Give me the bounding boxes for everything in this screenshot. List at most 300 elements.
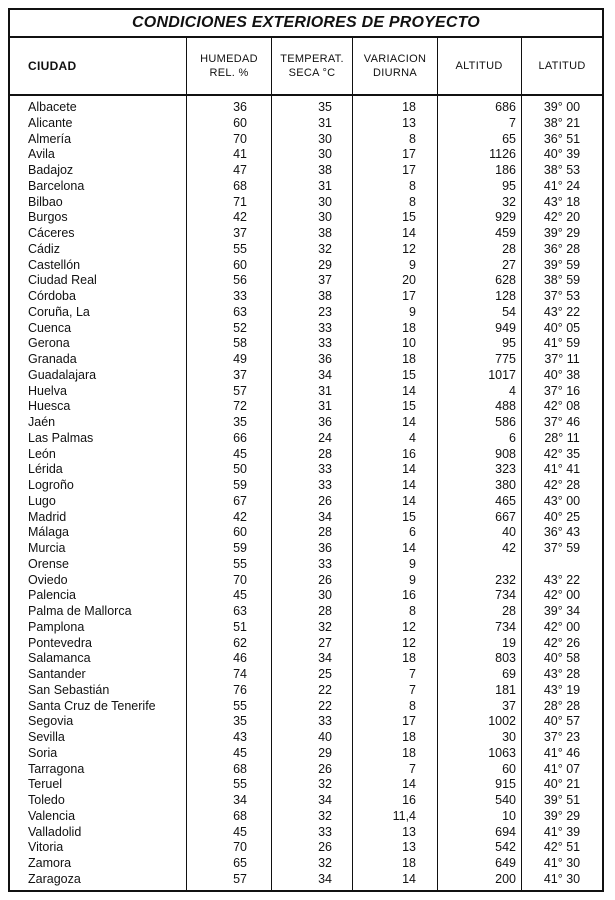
table-title: CONDICIONES EXTERIORES DE PROYECTO xyxy=(10,10,602,38)
cell-temperature: 32 xyxy=(318,808,332,823)
cell-variation: 4 xyxy=(409,430,416,445)
cell-city: Castellón xyxy=(28,257,81,272)
cell-altitude: 200 xyxy=(495,871,516,886)
cell-city: Barcelona xyxy=(28,178,85,193)
table-row xyxy=(10,494,602,510)
table-row xyxy=(10,132,602,148)
cell-variation: 15 xyxy=(402,509,416,524)
cell-variation: 17 xyxy=(402,714,416,729)
cell-altitude: 1017 xyxy=(488,367,516,382)
cell-temperature: 26 xyxy=(318,493,332,508)
cell-variation: 15 xyxy=(402,210,416,225)
cell-city: Toledo xyxy=(28,793,65,807)
cell-variation: 10 xyxy=(402,336,416,351)
cell-latitude: 42° 51 xyxy=(543,840,581,855)
cell-latitude: 39° 59 xyxy=(543,257,581,272)
cell-humidity: 42 xyxy=(233,509,247,524)
table-row xyxy=(10,714,602,730)
cell-humidity: 45 xyxy=(233,446,247,461)
cell-variation: 14 xyxy=(402,415,416,429)
cell-altitude: 542 xyxy=(495,840,516,855)
cell-latitude: 42° 00 xyxy=(543,619,581,634)
cell-altitude: 1063 xyxy=(488,745,516,760)
cell-temperature: 38 xyxy=(318,289,332,303)
cell-variation: 8 xyxy=(409,698,416,713)
cell-variation: 14 xyxy=(402,541,416,555)
cell-altitude: 803 xyxy=(495,651,516,666)
cell-altitude: 19 xyxy=(502,635,516,650)
header-altitude: ALTITUD xyxy=(455,60,503,72)
cell-temperature: 26 xyxy=(318,572,332,587)
cell-altitude: 586 xyxy=(495,415,516,429)
cell-city: Palencia xyxy=(28,588,76,603)
cell-altitude: 65 xyxy=(502,131,516,146)
table-row xyxy=(10,415,602,431)
table-row xyxy=(10,210,602,226)
cell-altitude: 4 xyxy=(509,383,516,398)
cell-humidity: 68 xyxy=(233,761,247,776)
cell-temperature: 33 xyxy=(318,478,332,492)
table-row xyxy=(10,620,602,636)
cell-latitude: 40° 39 xyxy=(543,147,581,162)
cell-latitude: 40° 57 xyxy=(543,714,581,729)
cell-humidity: 60 xyxy=(233,115,247,130)
table-row xyxy=(10,636,602,652)
cell-latitude: 37° 11 xyxy=(544,352,580,366)
cell-altitude: 649 xyxy=(495,856,516,870)
cell-temperature: 33 xyxy=(318,320,332,335)
table-row xyxy=(10,840,602,856)
cell-city: Zaragoza xyxy=(28,871,81,886)
table-row xyxy=(10,384,602,400)
cell-city: Málaga xyxy=(28,525,69,540)
cell-latitude: 42° 26 xyxy=(543,635,581,650)
cell-altitude: 628 xyxy=(495,273,516,288)
cell-temperature: 33 xyxy=(318,336,332,351)
table-row xyxy=(10,195,602,211)
cell-temperature: 34 xyxy=(318,367,332,382)
cell-humidity: 33 xyxy=(233,289,247,303)
cell-altitude: 1126 xyxy=(489,147,516,162)
cell-latitude: 42° 00 xyxy=(543,588,581,603)
table-row xyxy=(10,336,602,352)
header-humidity: HUMEDAD REL. % xyxy=(200,53,258,79)
cell-humidity: 35 xyxy=(233,415,247,429)
cell-altitude: 28 xyxy=(502,241,516,256)
cell-temperature: 26 xyxy=(318,840,332,855)
cell-city: Lugo xyxy=(28,493,56,508)
cell-altitude: 95 xyxy=(502,178,516,193)
cell-humidity: 55 xyxy=(233,241,247,256)
cell-temperature: 30 xyxy=(318,194,332,209)
cell-latitude: 39° 51 xyxy=(543,793,581,807)
cell-variation: 15 xyxy=(402,367,416,382)
cell-city: León xyxy=(28,446,56,461)
table-row xyxy=(10,368,602,384)
table-body xyxy=(10,100,602,888)
cell-city: Coruña, La xyxy=(28,304,90,319)
cell-city: Salamanca xyxy=(28,651,91,666)
cell-humidity: 68 xyxy=(233,808,247,823)
cell-temperature: 30 xyxy=(318,147,332,162)
table-row xyxy=(10,258,602,274)
table-row xyxy=(10,667,602,683)
cell-temperature: 27 xyxy=(318,635,332,650)
cell-city: Palma de Mallorca xyxy=(28,604,132,618)
cell-city: Bilbao xyxy=(28,194,63,209)
cell-humidity: 56 xyxy=(233,273,247,288)
cell-variation: 11,4 xyxy=(392,808,416,823)
cell-latitude: 39° 00 xyxy=(543,100,581,114)
cell-humidity: 55 xyxy=(233,556,247,571)
cell-altitude: 775 xyxy=(495,352,516,366)
cell-humidity: 45 xyxy=(233,745,247,760)
table-row xyxy=(10,352,602,368)
cell-latitude: 43° 19 xyxy=(543,682,581,697)
cell-humidity: 74 xyxy=(233,667,247,681)
cell-altitude: 128 xyxy=(495,289,516,303)
cell-latitude: 36° 43 xyxy=(543,525,581,540)
cell-city: Cádiz xyxy=(28,241,60,256)
cell-temperature: 36 xyxy=(318,415,332,429)
header-city: CIUDAD xyxy=(28,59,77,73)
table-header xyxy=(10,38,602,96)
cell-humidity: 51 xyxy=(233,619,247,634)
cell-variation: 8 xyxy=(409,194,416,209)
cell-humidity: 50 xyxy=(233,462,247,477)
cell-city: Santander xyxy=(28,667,86,681)
cell-humidity: 71 xyxy=(233,194,247,209)
cell-city: Soria xyxy=(28,745,58,760)
cell-temperature: 38 xyxy=(318,226,332,240)
cell-altitude: 915 xyxy=(495,777,516,792)
cell-city: Las Palmas xyxy=(28,430,94,445)
cell-temperature: 40 xyxy=(318,730,332,744)
cell-latitude: 43° 18 xyxy=(543,194,581,209)
cell-city: Pontevedra xyxy=(28,635,92,650)
table-row xyxy=(10,793,602,809)
cell-temperature: 33 xyxy=(318,714,332,729)
cell-variation: 16 xyxy=(402,446,416,461)
table-row xyxy=(10,305,602,321)
cell-city: Huelva xyxy=(28,383,67,398)
cell-city: Burgos xyxy=(28,210,68,225)
cell-variation: 16 xyxy=(402,793,416,807)
cell-city: Almería xyxy=(28,131,72,146)
cell-humidity: 34 xyxy=(233,793,247,807)
cell-temperature: 32 xyxy=(318,777,332,792)
cell-variation: 8 xyxy=(409,131,416,146)
table-row xyxy=(10,242,602,258)
table-row xyxy=(10,273,602,289)
cell-city: Gerona xyxy=(28,336,70,351)
cell-city: San Sebastián xyxy=(28,682,110,697)
header-variation: VARIACION DIURNA xyxy=(363,53,427,79)
cell-variation: 13 xyxy=(402,115,416,130)
cell-latitude: 37° 23 xyxy=(543,730,581,744)
table-row xyxy=(10,179,602,195)
cell-humidity: 41 xyxy=(233,147,247,162)
cell-latitude: 43° 00 xyxy=(543,493,581,508)
table-row xyxy=(10,116,602,132)
table-row xyxy=(10,872,602,888)
cell-altitude: 734 xyxy=(495,619,516,634)
cell-city: Alicante xyxy=(28,115,73,130)
cell-humidity: 62 xyxy=(233,635,247,650)
cell-humidity: 55 xyxy=(233,698,247,713)
table-row xyxy=(10,478,602,494)
table-row xyxy=(10,588,602,604)
cell-variation: 9 xyxy=(409,304,416,319)
table-row xyxy=(10,431,602,447)
cell-latitude: 40° 21 xyxy=(543,777,581,792)
cell-variation: 17 xyxy=(402,147,416,162)
cell-variation: 18 xyxy=(402,100,416,114)
cell-latitude: 41° 07 xyxy=(543,761,581,776)
cell-temperature: 25 xyxy=(318,667,332,681)
cell-altitude: 694 xyxy=(495,824,516,839)
cell-variation: 9 xyxy=(409,257,416,272)
cell-temperature: 30 xyxy=(318,210,332,225)
cell-latitude: 40° 05 xyxy=(543,320,581,335)
cell-variation: 13 xyxy=(402,824,416,839)
table-row xyxy=(10,447,602,463)
table-row xyxy=(10,777,602,793)
cell-city: Segovia xyxy=(28,714,74,729)
table-row xyxy=(10,604,602,620)
cell-city: Murcia xyxy=(28,541,66,555)
cell-city: Córdoba xyxy=(28,289,76,303)
table-row xyxy=(10,399,602,415)
data-table xyxy=(8,8,604,892)
cell-temperature: 37 xyxy=(318,273,332,288)
cell-humidity: 60 xyxy=(233,525,247,540)
cell-temperature: 26 xyxy=(318,761,332,776)
table-row xyxy=(10,163,602,179)
cell-humidity: 35 xyxy=(233,714,247,729)
cell-humidity: 70 xyxy=(233,131,247,146)
cell-altitude: 181 xyxy=(495,682,516,697)
cell-altitude: 6 xyxy=(509,430,516,445)
cell-humidity: 46 xyxy=(233,651,247,666)
table-row xyxy=(10,730,602,746)
table-row xyxy=(10,825,602,841)
cell-altitude: 949 xyxy=(495,320,516,335)
cell-altitude: 908 xyxy=(495,446,516,461)
cell-city: Vitoria xyxy=(28,840,64,855)
cell-variation: 8 xyxy=(409,178,416,193)
cell-latitude: 43° 22 xyxy=(543,304,581,319)
cell-variation: 16 xyxy=(402,588,416,603)
cell-latitude: 36° 28 xyxy=(543,241,581,256)
cell-variation: 18 xyxy=(402,352,416,366)
cell-humidity: 72 xyxy=(233,399,247,414)
cell-altitude: 40 xyxy=(502,525,516,540)
cell-latitude: 40° 58 xyxy=(543,651,581,666)
cell-temperature: 31 xyxy=(318,115,332,130)
cell-temperature: 31 xyxy=(318,383,332,398)
table-row xyxy=(10,462,602,478)
cell-altitude: 380 xyxy=(495,478,516,492)
cell-temperature: 38 xyxy=(318,163,332,177)
cell-altitude: 686 xyxy=(495,100,516,114)
cell-city: Guadalajara xyxy=(28,367,97,382)
table-row xyxy=(10,651,602,667)
cell-city: Tarragona xyxy=(28,761,85,776)
cell-altitude: 186 xyxy=(495,163,516,177)
cell-city: Lérida xyxy=(28,462,63,477)
cell-latitude: 41° 30 xyxy=(543,856,581,870)
cell-latitude: 43° 22 xyxy=(543,572,581,587)
cell-temperature: 23 xyxy=(318,304,332,319)
cell-temperature: 22 xyxy=(318,682,332,697)
cell-humidity: 76 xyxy=(233,682,247,697)
cell-latitude: 41° 39 xyxy=(543,824,581,839)
cell-variation: 17 xyxy=(402,289,416,303)
cell-variation: 18 xyxy=(402,730,416,744)
cell-latitude: 42° 35 xyxy=(543,446,581,461)
cell-temperature: 28 xyxy=(318,446,332,461)
cell-temperature: 32 xyxy=(318,241,332,256)
cell-latitude: 42° 08 xyxy=(543,399,581,414)
cell-temperature: 32 xyxy=(318,856,332,870)
table-row xyxy=(10,573,602,589)
cell-city: Orense xyxy=(28,556,69,571)
cell-humidity: 59 xyxy=(233,541,247,555)
cell-city: Santa Cruz de Tenerife xyxy=(28,698,156,713)
cell-latitude: 36° 51 xyxy=(543,131,581,146)
cell-altitude: 60 xyxy=(502,761,516,776)
cell-latitude: 39° 29 xyxy=(543,808,581,823)
cell-temperature: 24 xyxy=(318,430,332,445)
cell-temperature: 35 xyxy=(318,100,332,114)
cell-variation: 12 xyxy=(402,635,416,650)
cell-temperature: 31 xyxy=(318,399,332,414)
cell-latitude: 39° 29 xyxy=(543,226,581,240)
cell-variation: 14 xyxy=(402,493,416,508)
cell-city: Oviedo xyxy=(28,572,68,587)
cell-temperature: 34 xyxy=(318,651,332,666)
cell-variation: 9 xyxy=(409,572,416,587)
cell-city: Valladolid xyxy=(28,824,82,839)
cell-variation: 13 xyxy=(402,840,416,855)
cell-variation: 14 xyxy=(402,478,416,492)
cell-altitude: 929 xyxy=(495,210,516,225)
cell-variation: 18 xyxy=(402,745,416,760)
cell-temperature: 22 xyxy=(318,698,332,713)
cell-humidity: 36 xyxy=(233,100,247,114)
cell-humidity: 68 xyxy=(233,178,247,193)
cell-altitude: 54 xyxy=(502,304,516,319)
cell-city: Madrid xyxy=(28,509,67,524)
cell-humidity: 66 xyxy=(233,430,247,445)
cell-variation: 7 xyxy=(409,761,416,776)
cell-city: Valencia xyxy=(28,808,76,823)
cell-latitude: 38° 59 xyxy=(543,273,581,288)
cell-temperature: 28 xyxy=(318,525,332,540)
cell-altitude: 37 xyxy=(502,698,516,713)
cell-temperature: 34 xyxy=(318,871,332,886)
cell-humidity: 49 xyxy=(233,352,247,366)
cell-temperature: 32 xyxy=(318,619,332,634)
table-row xyxy=(10,809,602,825)
cell-latitude: 37° 46 xyxy=(543,415,581,429)
cell-latitude: 41° 24 xyxy=(543,178,581,193)
cell-variation: 18 xyxy=(402,856,416,870)
cell-latitude: 39° 34 xyxy=(543,604,581,618)
cell-city: Cuenca xyxy=(28,320,72,335)
cell-humidity: 52 xyxy=(233,320,247,335)
cell-variation: 12 xyxy=(402,619,416,634)
cell-altitude: 734 xyxy=(495,588,516,603)
cell-latitude: 37° 53 xyxy=(543,289,581,303)
cell-variation: 7 xyxy=(409,682,416,697)
cell-altitude: 28 xyxy=(502,604,516,618)
cell-variation: 14 xyxy=(402,871,416,886)
cell-altitude: 10 xyxy=(502,808,516,823)
cell-variation: 20 xyxy=(402,273,416,288)
cell-humidity: 37 xyxy=(233,226,247,240)
table-row xyxy=(10,147,602,163)
cell-city: Ciudad Real xyxy=(28,273,97,288)
cell-city: Huesca xyxy=(28,399,71,414)
cell-altitude: 465 xyxy=(495,493,516,508)
cell-altitude: 1002 xyxy=(488,714,516,729)
cell-temperature: 36 xyxy=(318,352,332,366)
cell-city: Cáceres xyxy=(28,226,75,240)
cell-humidity: 37 xyxy=(233,367,247,382)
header-latitude: LATITUD xyxy=(538,60,586,72)
cell-variation: 18 xyxy=(402,320,416,335)
cell-latitude: 38° 21 xyxy=(543,115,581,130)
table-row xyxy=(10,557,602,573)
cell-latitude: 41° 30 xyxy=(543,871,581,886)
cell-altitude: 540 xyxy=(495,793,516,807)
cell-variation: 14 xyxy=(402,226,416,240)
cell-variation: 14 xyxy=(402,777,416,792)
cell-city: Sevilla xyxy=(28,730,65,744)
table-row xyxy=(10,289,602,305)
cell-humidity: 60 xyxy=(233,257,247,272)
cell-humidity: 70 xyxy=(233,572,247,587)
cell-city: Jaén xyxy=(28,415,56,429)
cell-city: Teruel xyxy=(28,777,63,792)
table-row xyxy=(10,762,602,778)
header-temperature: TEMPERAT. SECA °C xyxy=(280,53,344,79)
cell-humidity: 59 xyxy=(233,478,247,492)
cell-city: Albacete xyxy=(28,100,77,114)
cell-temperature: 29 xyxy=(318,745,332,760)
cell-humidity: 45 xyxy=(233,588,247,603)
cell-variation: 15 xyxy=(402,399,416,414)
cell-humidity: 45 xyxy=(233,824,247,839)
cell-altitude: 459 xyxy=(495,226,516,240)
table-row xyxy=(10,226,602,242)
cell-variation: 8 xyxy=(409,604,416,618)
cell-temperature: 30 xyxy=(318,131,332,146)
cell-latitude: 40° 25 xyxy=(543,509,581,524)
cell-temperature: 34 xyxy=(318,509,332,524)
cell-humidity: 57 xyxy=(233,871,247,886)
cell-latitude: 41° 41 xyxy=(543,462,581,477)
cell-city: Badajoz xyxy=(28,163,74,177)
cell-temperature: 30 xyxy=(318,588,332,603)
cell-humidity: 58 xyxy=(233,336,247,351)
table-row xyxy=(10,510,602,526)
cell-temperature: 33 xyxy=(318,462,332,477)
cell-altitude: 69 xyxy=(502,667,516,681)
cell-altitude: 7 xyxy=(509,115,516,130)
